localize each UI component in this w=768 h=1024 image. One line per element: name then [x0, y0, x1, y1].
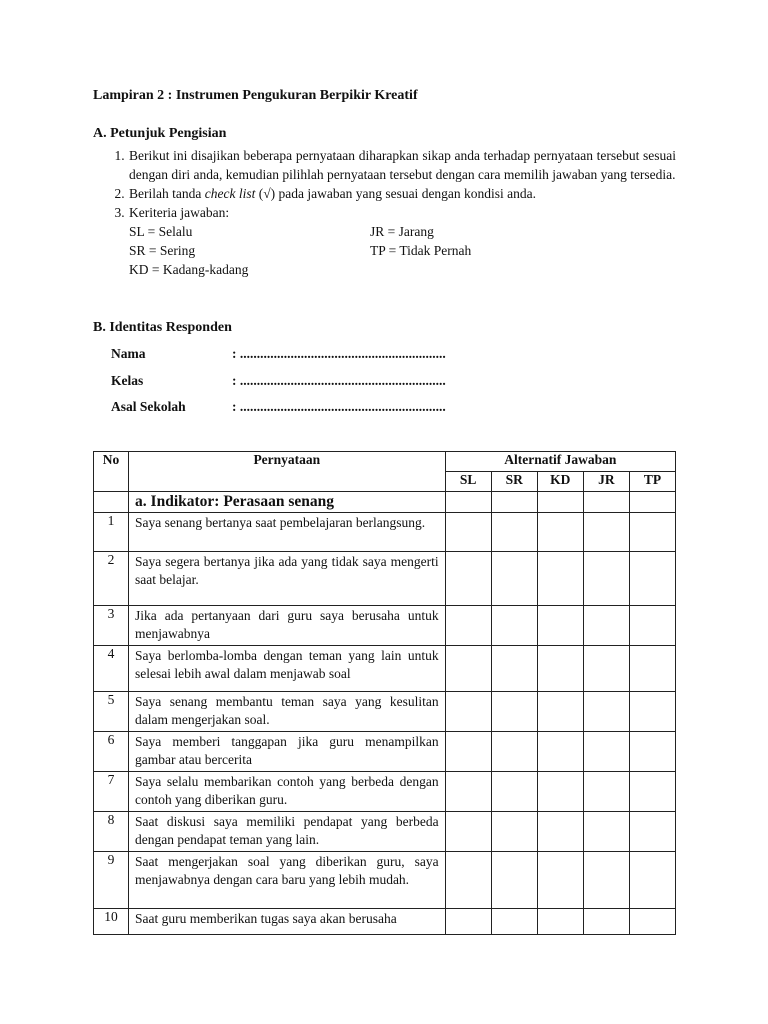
- answer-cell-tp[interactable]: [629, 732, 675, 772]
- answer-cell: [445, 492, 491, 513]
- row-number: 5: [94, 692, 129, 732]
- answer-cell-jr[interactable]: [583, 692, 629, 732]
- instruction-text-italic: check list: [204, 186, 256, 201]
- answer-cell: [583, 492, 629, 513]
- identity-fill-line[interactable]: : .............................................................: [232, 399, 446, 414]
- header-answer-group: Alternatif Jawaban: [445, 452, 675, 472]
- answer-cell-sr[interactable]: [491, 909, 537, 935]
- row-number: 6: [94, 732, 129, 772]
- answer-cell-sl[interactable]: [445, 732, 491, 772]
- row-statement: Saya senang bertanya saat pembelajaran berlangsung.: [129, 513, 446, 552]
- answer-cell-sr[interactable]: [491, 812, 537, 852]
- section-b-heading: B. Identitas Responden: [93, 320, 232, 335]
- table-row: [94, 852, 676, 909]
- row-number: 4: [94, 646, 129, 692]
- identity-label: Kelas: [111, 372, 144, 388]
- table-row: [94, 513, 676, 552]
- answer-cell-sr[interactable]: [491, 513, 537, 552]
- header-option: SL: [445, 472, 491, 492]
- answer-cell-jr[interactable]: [583, 513, 629, 552]
- answer-cell-sr[interactable]: [491, 852, 537, 909]
- indicator-no-cell: [94, 492, 129, 513]
- answer-cell-tp[interactable]: [629, 692, 675, 732]
- section-a-heading: A. Petunjuk Pengisian: [93, 126, 227, 141]
- answer-cell-jr[interactable]: [583, 812, 629, 852]
- answer-cell-kd[interactable]: [537, 812, 583, 852]
- answer-cell-kd[interactable]: [537, 646, 583, 692]
- row-statement: Saya berlomba-lomba dengan teman yang lain untuk selesai lebih awal dalam menjawab soal: [129, 646, 446, 692]
- row-statement: Saat mengerjakan soal yang diberikan guru, saya menjawabnya dengan cara baru yang lebih mudah.: [129, 852, 446, 909]
- identity-label: Nama: [111, 346, 146, 361]
- answer-cell-sl[interactable]: [445, 513, 491, 552]
- answer-cell: [537, 492, 583, 513]
- answer-cell-jr[interactable]: [583, 852, 629, 909]
- instruction-text: Berikut ini disajikan beberapa pernyataan diharapkan sikap anda terhadap pernyataan tersebut sesuai dengan diri anda, kemudian pilihlah pernyataan tersebut dengan cara memilih jawaban yang tersedia.: [129, 148, 676, 182]
- answer-key: SL = Selalu: [129, 224, 193, 239]
- header-option: JR: [583, 472, 629, 492]
- answer-cell-tp[interactable]: [629, 852, 675, 909]
- answer-key-grid: [129, 222, 676, 279]
- instruction-text: [129, 184, 676, 203]
- answer-cell-tp[interactable]: [629, 646, 675, 692]
- answer-cell-sr[interactable]: [491, 552, 537, 606]
- row-number: 7: [94, 772, 129, 812]
- table-row: [94, 909, 676, 935]
- answer-cell-jr[interactable]: [583, 772, 629, 812]
- answer-cell-sl[interactable]: [445, 552, 491, 606]
- answer-cell-kd[interactable]: [537, 852, 583, 909]
- table-header-row: [94, 452, 676, 472]
- answer-cell-jr[interactable]: [583, 606, 629, 646]
- row-number: 10: [94, 909, 129, 935]
- answer-key: JR = Jarang: [370, 224, 434, 239]
- statement-rows: [94, 513, 676, 935]
- answer-cell-kd[interactable]: [537, 606, 583, 646]
- answer-key: KD = Kadang-kadang: [129, 262, 249, 277]
- instruction-number: 3.: [114, 205, 125, 220]
- identity-row: [111, 346, 446, 373]
- row-statement: Saya memberi tanggapan jika guru menampilkan gambar atau bercerita: [129, 732, 446, 772]
- document-title: Lampiran 2 : Instrumen Pengukuran Berpikir Kreatif: [93, 88, 418, 103]
- answer-cell-jr[interactable]: [583, 909, 629, 935]
- identity-row: [111, 399, 446, 426]
- answer-cell-sl[interactable]: [445, 909, 491, 935]
- answer-cell-jr[interactable]: [583, 552, 629, 606]
- indicator-label: a. Indikator: Perasaan senang: [129, 492, 446, 513]
- answer-cell-sl[interactable]: [445, 692, 491, 732]
- answer-cell-sl[interactable]: [445, 812, 491, 852]
- instruction-number: 2.: [114, 186, 125, 201]
- answer-cell-kd[interactable]: [537, 732, 583, 772]
- table-row: [94, 732, 676, 772]
- row-statement: Saat diskusi saya memiliki pendapat yang berbeda dengan pendapat teman yang lain.: [129, 812, 446, 852]
- row-statement: Jika ada pertanyaan dari guru saya berusaha untuk menjawabnya: [129, 606, 446, 646]
- answer-cell-sl[interactable]: [445, 852, 491, 909]
- identity-fill-line[interactable]: : .............................................................: [232, 346, 446, 361]
- header-option: KD: [537, 472, 583, 492]
- row-number: 1: [94, 513, 129, 552]
- answer-cell-sr[interactable]: [491, 732, 537, 772]
- row-number: 8: [94, 812, 129, 852]
- table-row: [94, 812, 676, 852]
- answer-cell-kd[interactable]: [537, 692, 583, 732]
- answer-cell-sr[interactable]: [491, 692, 537, 732]
- answer-cell-sl[interactable]: [445, 646, 491, 692]
- instruction-item: [110, 146, 676, 184]
- row-number: 3: [94, 606, 129, 646]
- answer-cell-kd[interactable]: [537, 552, 583, 606]
- instruction-text-after: (√) pada jawaban yang sesuai dengan kondisi anda.: [255, 186, 537, 201]
- answer-cell-tp[interactable]: [629, 909, 675, 935]
- instruction-number: 1.: [114, 148, 125, 163]
- identity-fields: [111, 346, 446, 426]
- answer-cell-kd[interactable]: [537, 772, 583, 812]
- answer-cell-jr[interactable]: [583, 646, 629, 692]
- answer-cell-sl[interactable]: [445, 606, 491, 646]
- answer-key: TP = Tidak Pernah: [370, 243, 472, 258]
- answer-cell-tp[interactable]: [629, 812, 675, 852]
- answer-cell-sr[interactable]: [491, 646, 537, 692]
- answer-cell-kd[interactable]: [537, 513, 583, 552]
- answer-key: SR = Sering: [129, 243, 196, 258]
- header-option: SR: [491, 472, 537, 492]
- answer-cell-tp[interactable]: [629, 513, 675, 552]
- answer-cell: [629, 492, 675, 513]
- identity-label: Asal Sekolah: [111, 399, 186, 414]
- instruction-text-before: Berilah tanda: [129, 186, 205, 201]
- answer-cell-jr[interactable]: [583, 732, 629, 772]
- row-statement: Saat guru memberikan tugas saya akan berusaha: [129, 909, 446, 935]
- row-number: 9: [94, 852, 129, 909]
- identity-row: [111, 373, 446, 400]
- answer-cell-tp[interactable]: [629, 606, 675, 646]
- answer-cell: [491, 492, 537, 513]
- table-row: [94, 606, 676, 646]
- identity-fill-line[interactable]: : .............................................................: [232, 372, 446, 388]
- answer-cell-sl[interactable]: [445, 772, 491, 812]
- row-number: 2: [94, 552, 129, 606]
- answer-cell-tp[interactable]: [629, 552, 675, 606]
- table-row: [94, 552, 676, 606]
- answer-cell-kd[interactable]: [537, 909, 583, 935]
- header-statement: Pernyataan: [129, 452, 446, 492]
- table-row: [94, 692, 676, 732]
- table-row: [94, 772, 676, 812]
- instruction-item: [110, 184, 676, 203]
- questionnaire-table: [93, 451, 676, 935]
- header-option: TP: [629, 472, 675, 492]
- instructions-list: [110, 146, 676, 279]
- table-row: [94, 646, 676, 692]
- instruction-text: Keriteria jawaban:: [129, 205, 230, 220]
- row-statement: Saya senang membantu teman saya yang kesulitan dalam mengerjakan soal.: [129, 692, 446, 732]
- indicator-row: [94, 492, 676, 513]
- answer-cell-sr[interactable]: [491, 772, 537, 812]
- answer-cell-tp[interactable]: [629, 772, 675, 812]
- instruction-item: [110, 203, 676, 222]
- answer-cell-sr[interactable]: [491, 606, 537, 646]
- row-statement: Saya segera bertanya jika ada yang tidak saya mengerti saat belajar.: [129, 552, 446, 606]
- row-statement: Saya selalu membarikan contoh yang berbeda dengan contoh yang diberikan guru.: [129, 772, 446, 812]
- header-no: No: [94, 452, 129, 492]
